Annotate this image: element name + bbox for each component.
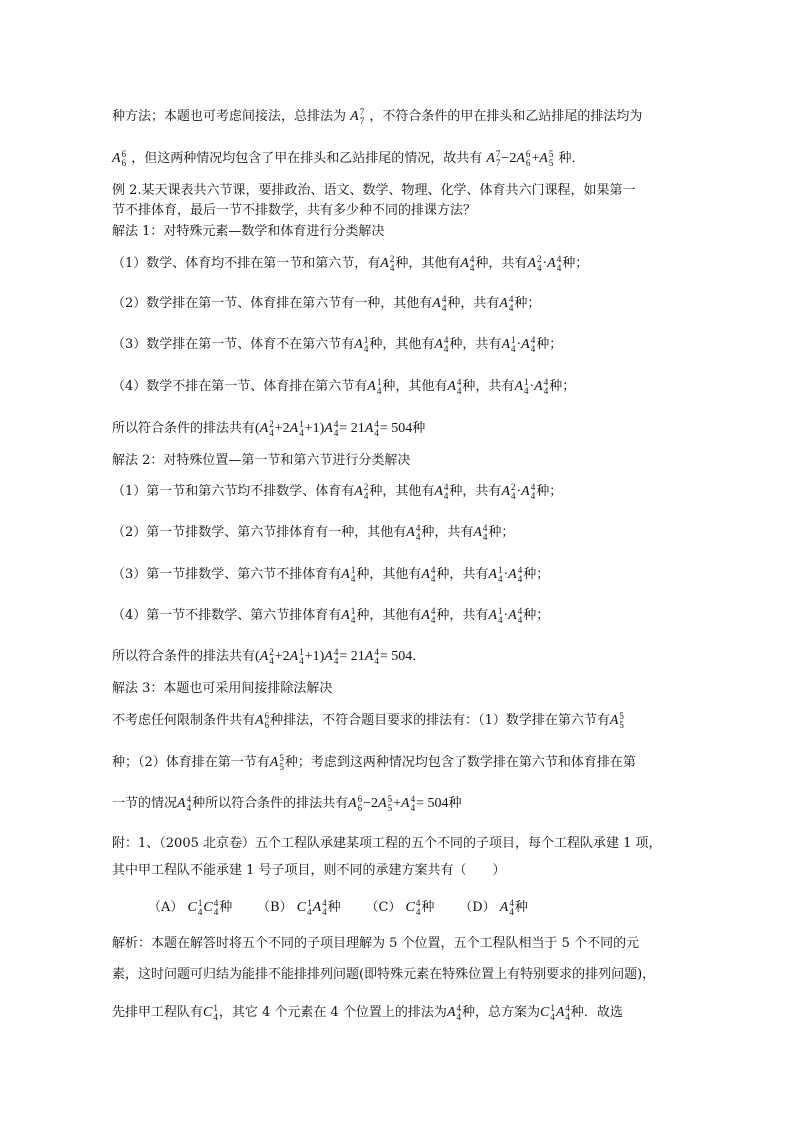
option-c: （C） C 4 4 种	[365, 898, 435, 917]
paragraph-line: （4）数学不排在第一节、体育排在第六节有A 1 4 种，其他有A 4 4 种，共有A 1 4 ·A 4 4 种；	[112, 377, 576, 396]
paragraph-line: （4）第一节不排数学、第六节排体育有A 1 4 种，其他有A 4 4 种，共有A 1 4 ·A 4 4 种；	[112, 606, 550, 625]
option-d: （D） A 4 4 种	[459, 898, 528, 917]
math-expression: A 6 6	[112, 149, 127, 168]
paragraph-line: （2）数学排在第一节、体育排在第六节有一种，其他有A 4 4 种，共有A 4 4 种；	[112, 294, 541, 313]
paragraph-line: （3）数学排在第一节、体育不在第六节有A 1 4 种，其他有A 4 4 种，共有A 1 4 ·A 4 4 种；	[112, 335, 563, 354]
option-b: （B） C 1 4 A 4 4 种	[257, 898, 341, 917]
paragraph-line: 附：1、（2005 北京卷）五个工程队承建某项工程的五个不同的子项目，每个工程队承建 1 项，	[112, 836, 662, 851]
option-a: （A） C 1 4 C 4 4 种	[148, 898, 233, 917]
paragraph-line: 一节的情况A 4 4 种所以符合条件的排法共有A 6 6 −2A 5 5 +A 4 4 = 504种	[112, 794, 462, 813]
paragraph-line: 解析：本题在解答时将五个不同的子项目理解为 5 个位置，五个工程队相当于 5 个不同的元	[112, 936, 640, 951]
text: 种．	[558, 151, 585, 167]
paragraph-line: 解法 1：对特殊元素—数学和体育进行分类解决	[112, 224, 385, 239]
paragraph-line: 其中甲工程队不能承建 1 号子项目，则不同的承建方案共有（ ）	[112, 863, 506, 878]
paragraph-line: 种；（2）体育排在第一节有A 5 5 种；考虑到这两种情况均包含了数学排在第六节和体育排在第	[112, 753, 636, 772]
paragraph-line: 例 2.某天课表共六节课，要排政治、语文、数学、物理、化学、体育共六门课程，如果第一	[112, 183, 636, 198]
paragraph-line: （3）第一节排数学、第六节不排体育有A 1 4 种，其他有A 4 4 种，共有A 1 4 ·A 4 4 种；	[112, 565, 550, 584]
paragraph-line: （1）第一节和第六节均不排数学、体育有A 2 4 种，其他有A 4 4 种，共有A 2 4 ·A 4 4 种；	[112, 482, 563, 501]
paragraph-line: 不考虑任何限制条件共有A 6 6 种排法，不符合题目要求的排法有：（1）数学排在第六节有A 5 5	[112, 711, 624, 730]
math-expression: A 7 7	[350, 107, 365, 126]
math-expression: A 7 7 −2A 6 6 +A 5 5	[486, 149, 554, 168]
text: 种方法；本题也可考虑间接法，总排法为	[112, 109, 347, 125]
text: ，但这两种情况均包含了甲在排头和乙站排尾的情况，故共有	[131, 151, 483, 167]
paragraph-line: 素，这时问题可归结为能排不能排排列问题(即特殊元素在特殊位置上有特别要求的排列问题)，	[112, 967, 656, 982]
paragraph-line: 解法 2：对特殊位置—第一节和第六节进行分类解决	[112, 453, 411, 468]
paragraph-line: 所以符合条件的排法共有(A 2 4 +2A 1 4 +1)A 4 4 = 21A 4 4 = 504．	[112, 647, 426, 666]
paragraph-line: 解法 3：本题也可采用间接排除法解决	[112, 681, 333, 696]
paragraph-line: （1）数学、体育均不排在第一节和第六节，有A 2 4 种，其他有A 4 4 种，共有A 2 4 ·A 4 4 种；	[112, 254, 589, 273]
paragraph-line: （2）第一节排数学、第六节排体育有一种，其他有A 4 4 种，共有A 4 4 种；	[112, 523, 515, 542]
paragraph-line	[112, 150, 585, 168]
paragraph-line: 所以符合条件的排法共有(A 2 4 +2A 1 4 +1)A 4 4 = 21A 4 4 = 504种	[112, 419, 426, 438]
text: ，不符合条件的甲在排头和乙站排尾的排法均为	[369, 109, 643, 125]
paragraph-line	[112, 108, 642, 126]
answer-options	[148, 899, 528, 917]
paragraph-line: 先排甲工程队有C 1 4 ，其它 4 个元素在 4 个位置上的排法为A 4 4 种，总方案为C 1 4 A 4 4 种．故选	[112, 1003, 623, 1022]
paragraph-line: 节不排体育，最后一节不排数学，共有多少种不同的排课方法？	[112, 203, 477, 218]
